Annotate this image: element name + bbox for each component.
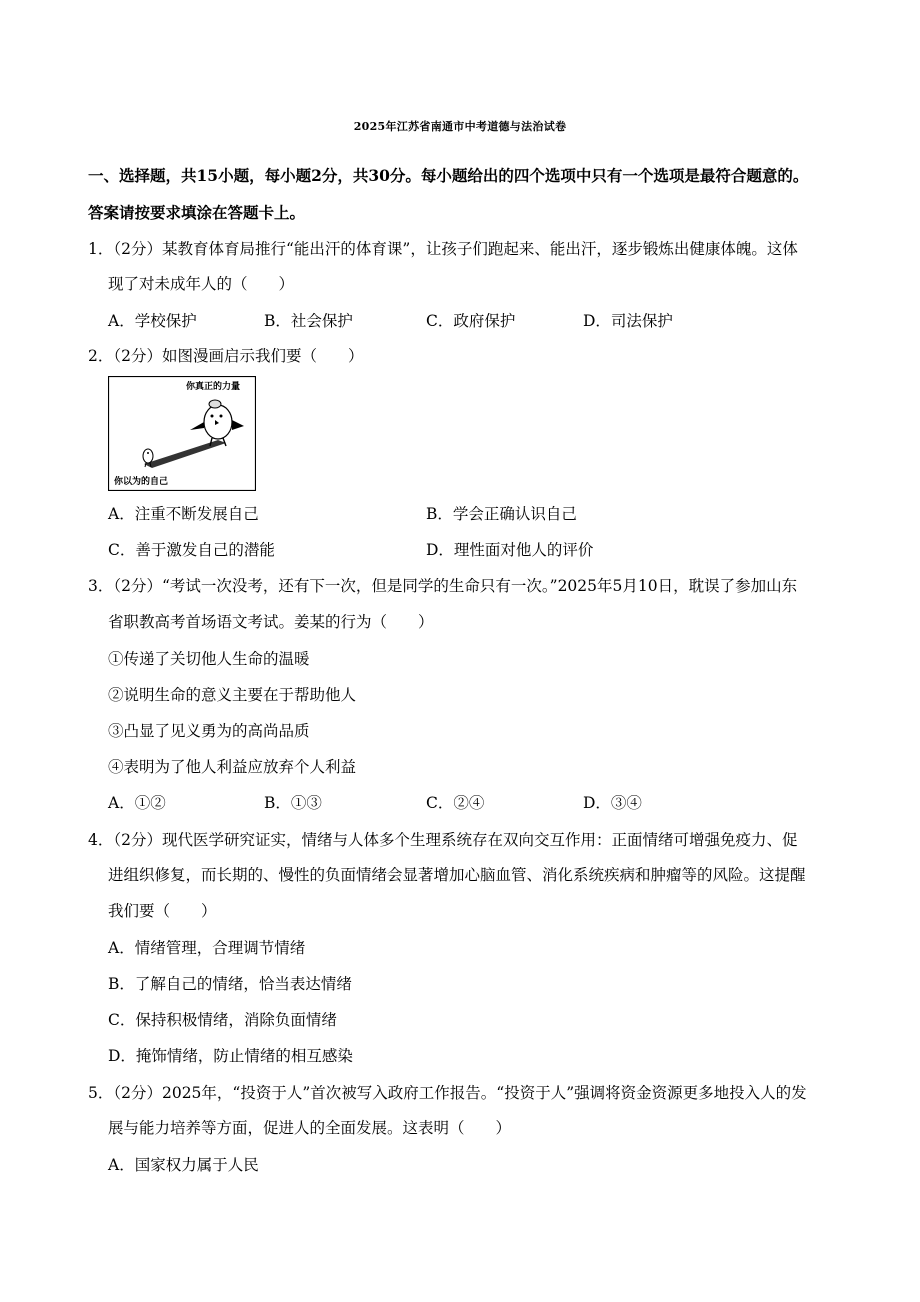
question-1-option-a: A．学校保护 xyxy=(108,312,197,330)
question-2-text: 2．（2分）如图漫画启示我们要（ ） xyxy=(88,347,364,365)
cartoon-caption-bottom: 你以为的自己 xyxy=(114,476,169,486)
question-3-option-c: C．②④ xyxy=(426,794,485,812)
question-1-option-c: C．政府保护 xyxy=(426,312,516,330)
question-3-option-d: D．③④ xyxy=(583,794,642,812)
cartoon-figure xyxy=(108,376,256,491)
question-4-option-c: C．保持积极情绪，消除负面情绪 xyxy=(108,1011,337,1029)
cartoon-illustration xyxy=(108,376,256,491)
question-1-option-d: D．司法保护 xyxy=(583,312,673,330)
question-1-text: 1．（2分）某教育体育局推行“能出汗的体育课”，让孩子们跑起来、能出汗，逐步锻炼出健康体魄。这体 xyxy=(88,240,798,258)
question-4-option-d: D．掩饰情绪，防止情绪的相互感染 xyxy=(108,1047,353,1065)
question-3-item-4: ④表明为了他人利益应放弃个人利益 xyxy=(108,758,357,776)
question-3-item-1: ①传递了关切他人生命的温暖 xyxy=(108,650,310,668)
question-3-option-b: B．①③ xyxy=(264,794,322,812)
question-5-text-line2: 展与能力培养等方面，促进人的全面发展。这表明（ ） xyxy=(108,1119,512,1137)
question-4-text-line3: 我们要（ ） xyxy=(108,902,217,920)
question-4-option-a: A．情绪管理，合理调节情绪 xyxy=(108,939,306,957)
question-5-text: 5．（2分）2025年，“投资于人”首次被写入政府工作报告。“投资于人”强调将资金资源更多地投入人的发 xyxy=(88,1084,807,1102)
question-3-item-3: ③凸显了见义勇为的高尚品质 xyxy=(108,722,310,740)
question-5-option-a: A．国家权力属于人民 xyxy=(108,1156,259,1174)
section-heading-line2: 答案请按要求填涂在答题卡上。 xyxy=(88,203,306,222)
question-3-text: 3．（2分）“考试一次没考，还有下一次，但是同学的生命只有一次。”2025年5月10日，耽误了参加山东 xyxy=(88,577,798,595)
question-1-option-b: B．社会保护 xyxy=(264,312,353,330)
section-heading: 一、选择题，共15小题，每小题2分，共30分。每小题给出的四个选项中只有一个选项是最符合题意的。 xyxy=(88,166,809,185)
question-3-option-a: A．①② xyxy=(108,794,166,812)
question-2-option-b: B．学会正确认识自己 xyxy=(426,505,577,523)
question-4-text-line2: 进组织修复，而长期的、慢性的负面情绪会显著增加心脑血管、消化系统疾病和肿瘤等的风险。这提醒 xyxy=(108,866,806,884)
question-3-text-line2: 省职教高考首场语文考试。姜某的行为（ ） xyxy=(108,613,434,631)
question-2-option-d: D．理性面对他人的评价 xyxy=(426,541,594,559)
question-2-option-c: C．善于激发自己的潜能 xyxy=(108,541,275,559)
question-3-item-2: ②说明生命的意义主要在于帮助他人 xyxy=(108,686,357,704)
question-2-option-a: A．注重不断发展自己 xyxy=(108,505,259,523)
question-1-text-line2: 现了对未成年人的（ ） xyxy=(108,275,295,293)
question-4-option-b: B．了解自己的情绪，恰当表达情绪 xyxy=(108,975,352,993)
page-title: 2025年江苏省南通市中考道德与法治试卷 xyxy=(353,120,567,133)
question-4-text: 4．（2分）现代医学研究证实，情绪与人体多个生理系统存在双向交互作用：正面情绪可增强免疫力、促 xyxy=(88,831,798,849)
cartoon-caption-top: 你真正的力量 xyxy=(186,381,241,391)
